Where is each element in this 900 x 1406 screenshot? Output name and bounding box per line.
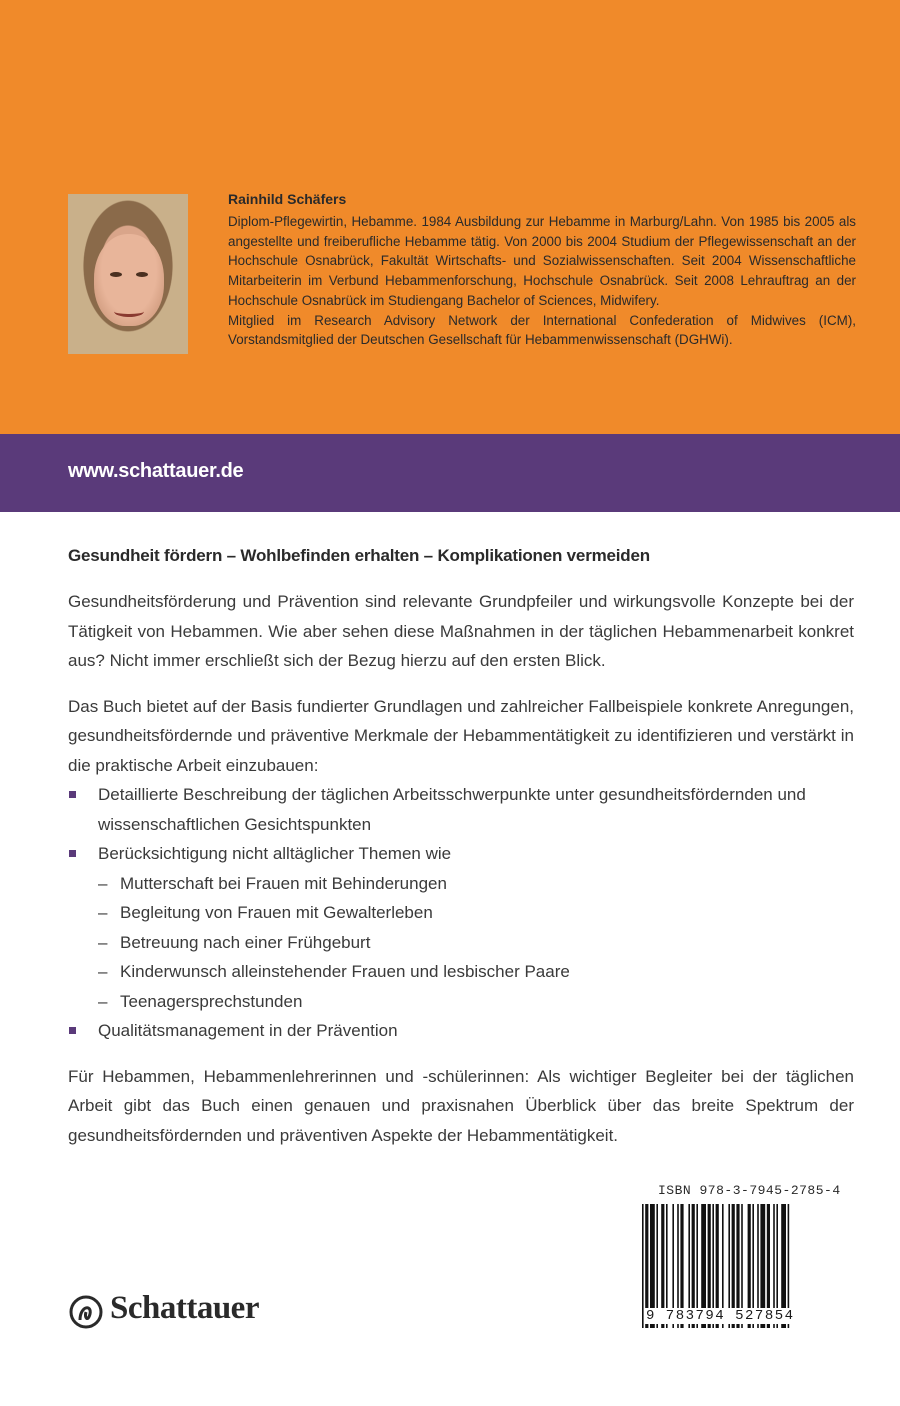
author-name: Rainhild Schäfers (228, 191, 347, 207)
list-item (68, 1016, 854, 1046)
website-link[interactable]: www.schattauer.de (68, 460, 244, 482)
sub-list-item-text: Kinderwunsch alleinstehender Frauen und lesbischer Paare (120, 962, 570, 981)
sub-list-item-text: Begleitung von Frauen mit Gewalterleben (120, 903, 433, 922)
bullet-square-icon (69, 1027, 76, 1034)
dash-mark: – (98, 962, 108, 981)
author-photo-eye (110, 272, 122, 277)
list-item-text: Detaillierte Beschreibung der täglichen Arbeitsschwerpunkte unter gesundheitsfördernden und wissenschaftlichen Gesichtspunkten (98, 785, 806, 834)
sub-list-item (98, 987, 854, 1017)
sub-list-item-text: Teenagersprechstunden (120, 991, 303, 1011)
book-paragraph: Das Buch bietet auf der Basis fundierter Grundlagen und zahlreicher Fallbeispiele konkrete Anregungen, gesundheitsfördernde und präventive Merkmale der Hebammentätigkeit zu identifizieren und verstärkt in die praktische Arbeit einzubauen: (68, 696, 854, 775)
author-bio-paragraph: Mitglied im Research Advisory Network der International Confederation of Midwives (ICM), Vorstandsmitglied der Deutschen Gesellschaft für Hebammenwissenschaft (DGHWi). (228, 312, 856, 348)
publisher-emblem-icon (68, 1292, 104, 1332)
author-photo-mouth (114, 306, 144, 317)
ean-number: 9 783794 527854 (646, 1308, 795, 1324)
headline: Gesundheit fördern – Wohlbefinden erhalten – Komplikationen vermeiden (68, 546, 650, 565)
dash-mark: – (98, 932, 108, 952)
dash-mark: – (98, 991, 108, 1011)
isbn-number: ISBN 978-3-7945-2785-4 (658, 1183, 841, 1198)
closing-paragraph: Für Hebammen, Hebammenlehrerinnen und -schülerinnen: Als wichtiger Begleiter bei der täglichen Arbeit gibt das Buch einen genauen und praxisnahen Überblick über das breite Spektrum der gesundheitsfördernden und präventiven Aspekte der Hebammentätigkeit. (68, 1066, 854, 1145)
intro-paragraph: Gesundheitsförderung und Prävention sind relevante Grundpfeiler und wirkungsvolle Konzepte bei der Tätigkeit von Hebammen. Wie aber sehen diese Maßnahmen in der täglichen Hebammenarbeit konkret aus? Nicht immer erschließt sich der Bezug hierzu auf den ersten Blick. (68, 592, 854, 670)
author-photo (68, 194, 188, 354)
author-bio-paragraph: Diplom-Pflegewirtin, Hebamme. 1984 Ausbildung zur Hebamme in Marburg/Lahn. Von 1985 bis 2005 als angestellte und freiberufliche Hebamme tätig. Von 2000 bis 2004 Studium der Pflegewissenschaft an der Hochschule Osnabrück, Fakultät Wirtschafts- und Sozialwissenschaften. Seit 2004 Wissenschaftliche Mitarbeiterin im Verbund Hebammenforschung, Hochschule Osnabrück. Seit 2008 Lehrauftrag an der Hochschule Osnabrück im Studiengang Bachelor of Sciences, Midwifery. (228, 214, 856, 308)
author-bio (228, 212, 856, 350)
author-photo-eye (136, 272, 148, 277)
sub-list-item-text: Betreuung nach einer Frühgeburt (120, 932, 371, 952)
sub-list-item (98, 869, 854, 899)
sub-list-item-text: Mutterschaft bei Frauen mit Behinderungen (120, 873, 447, 893)
list-item (68, 839, 854, 1016)
bullet-square-icon (69, 850, 76, 857)
list-item (68, 780, 854, 839)
dash-mark: – (98, 873, 108, 893)
bullet-square-icon (69, 791, 76, 798)
sub-list-item (98, 957, 854, 987)
sub-list-item (98, 928, 854, 958)
dash-mark: – (98, 903, 108, 922)
publisher-name: Schattauer (110, 1290, 259, 1326)
book-description (68, 541, 854, 1166)
sub-list (98, 869, 854, 1017)
sub-list-item (98, 898, 854, 928)
feature-list (68, 780, 854, 1046)
list-item-text: Qualitätsmanagement in der Prävention (98, 1021, 398, 1040)
list-item-text: Berücksichtigung nicht alltäglicher Themen wie (98, 844, 452, 863)
